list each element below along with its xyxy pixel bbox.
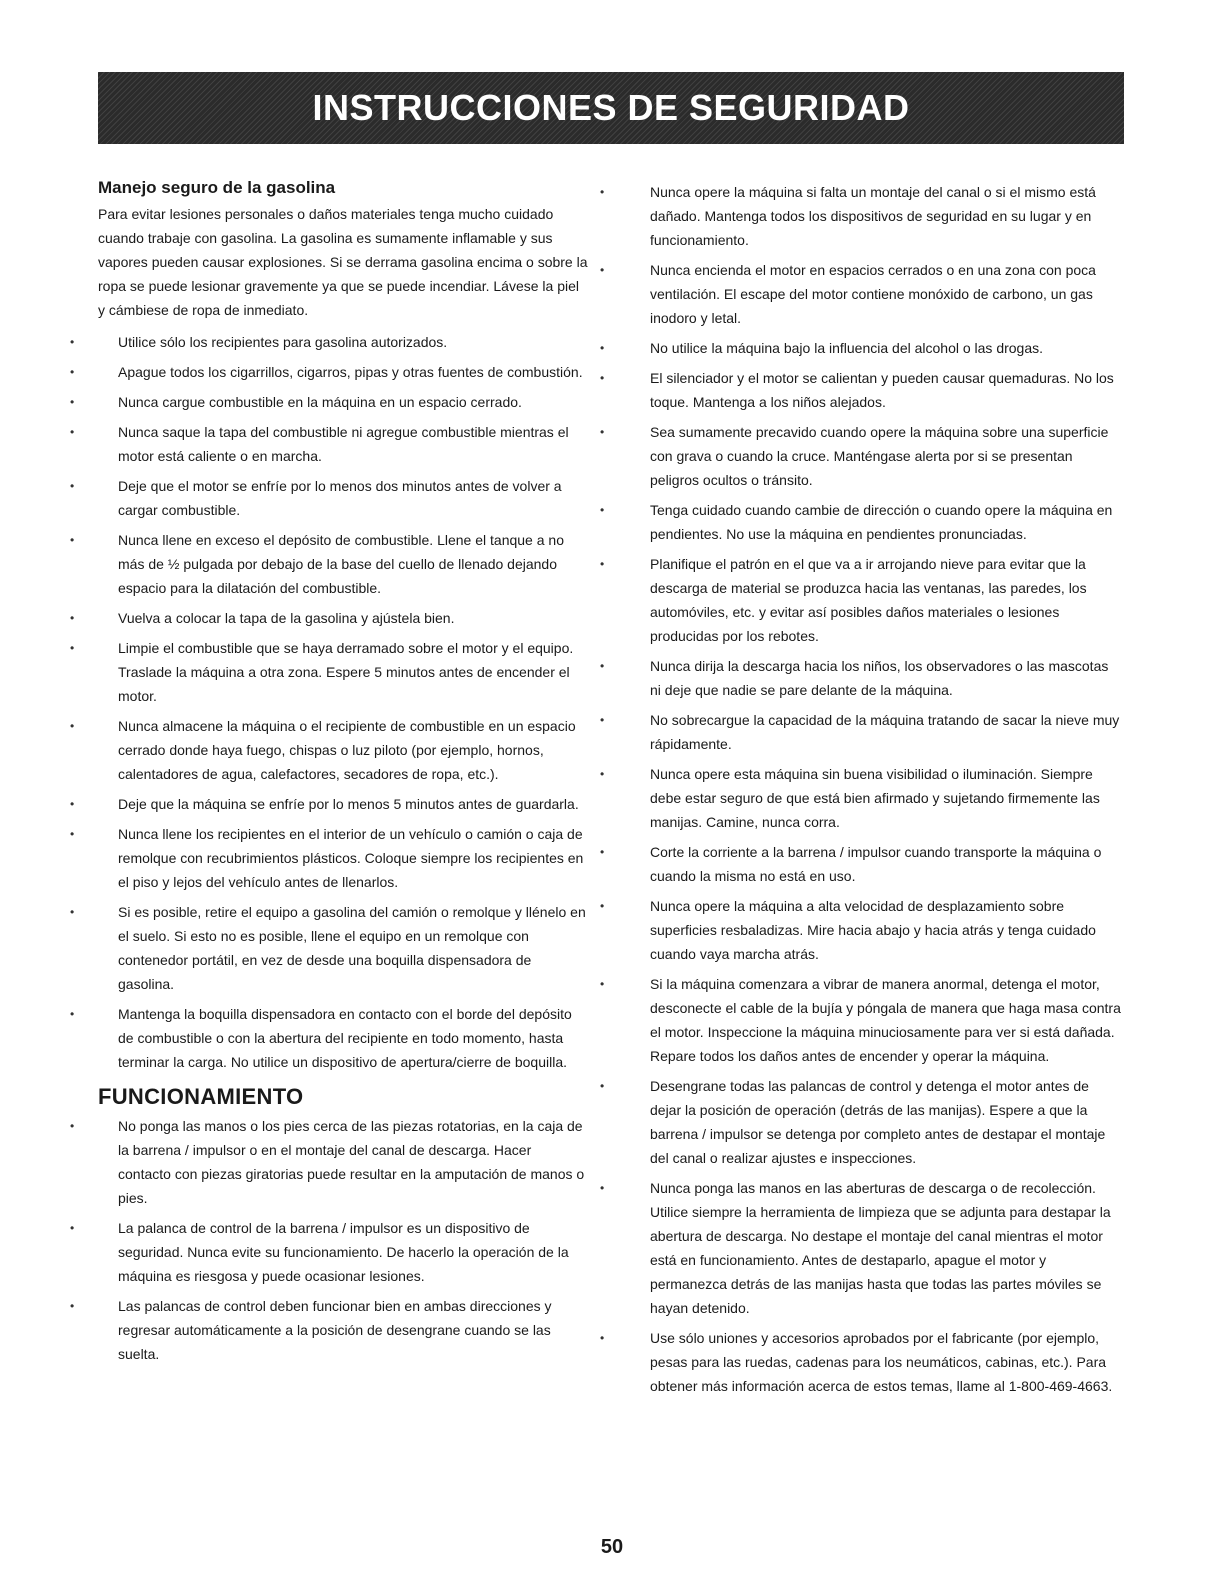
bullet-icon: •: [70, 641, 75, 655]
bullet-icon: •: [70, 719, 75, 733]
list-item: • Nunca ponga las manos en las aberturas de descarga o de recolección. Utilice siempre la herramienta de limpieza que se adjunta para destapar la abertura de descarga. No destape el montaje del canal mientras el motor está en funcionamiento. Antes de destaparlo, apague el motor y permanezca detrás de las manijas hasta que todas las partes móviles se hayan detenido.: [608, 1176, 1122, 1320]
bullet-icon: •: [70, 905, 75, 919]
bullet-icon: •: [70, 365, 75, 379]
operation-list: [70, 1114, 588, 1366]
list-item: • No ponga las manos o los pies cerca de las piezas rotatorias, en la caja de la barrena / impulsor o en el montaje del canal de descarga. Hacer contacto con piezas giratorias puede resultar en la amputación de manos o pies.: [98, 1114, 588, 1210]
page-title: INSTRUCCIONES DE SEGURIDAD: [312, 87, 910, 128]
bullet-icon: •: [600, 767, 605, 781]
bullet-icon: •: [70, 827, 75, 841]
list-item: • Desengrane todas las palancas de control y detenga el motor antes de dejar la posición de operación (detrás de las manijas). Espere a que la barrena / impulsor se detenga por completo antes de destapar el montaje del canal o realizar ajustes e inspecciones.: [608, 1074, 1122, 1170]
list-item: • Apague todos los cigarrillos, cigarros, pipas y otras fuentes de combustión.: [98, 360, 588, 384]
bullet-icon: •: [600, 659, 605, 673]
bullet-icon: •: [70, 1299, 75, 1313]
bullet-icon: •: [70, 1007, 75, 1021]
list-item: • Deje que la máquina se enfríe por lo menos 5 minutos antes de guardarla.: [98, 792, 588, 816]
bullet-icon: •: [600, 425, 605, 439]
bullet-icon: •: [600, 1331, 605, 1345]
bullet-icon: •: [600, 371, 605, 385]
bullet-icon: •: [600, 899, 605, 913]
list-item: • No sobrecargue la capacidad de la máquina tratando de sacar la nieve muy rápidamente.: [608, 708, 1122, 756]
list-item: • Corte la corriente a la barrena / impulsor cuando transporte la máquina o cuando la misma no está en uso.: [608, 840, 1122, 888]
list-item: • Nunca opere la máquina si falta un montaje del canal o si el mismo está dañado. Mantenga todos los dispositivos de seguridad en su lugar y en funcionamiento.: [608, 180, 1122, 252]
bullet-icon: •: [600, 503, 605, 517]
list-item: • Si la máquina comenzara a vibrar de manera anormal, detenga el motor, desconecte el cable de la bujía y póngala de manera que haga masa contra el motor. Inspeccione la máquina minuciosamente para ver si está dañada. Repare todos los daños antes de encender y operar la máquina.: [608, 972, 1122, 1068]
list-item: • La palanca de control de la barrena / impulsor es un dispositivo de seguridad. Nunca evite su funcionamiento. De hacerlo la operación de la máquina es riesgosa y puede ocasionar lesiones.: [98, 1216, 588, 1288]
bullet-icon: •: [70, 1221, 75, 1235]
list-item: • Nunca llene los recipientes en el interior de un vehículo o camión o caja de remolque con recubrimientos plásticos. Coloque siempre los recipientes en el piso y lejos del vehículo antes de llenarlos.: [98, 822, 588, 894]
list-item: • Nunca llene en exceso el depósito de combustible. Llene el tanque a no más de ½ pulgada por debajo de la base del cuello de llenado dejando espacio para la dilatación del combustible.: [98, 528, 588, 600]
list-item: • Nunca saque la tapa del combustible ni agregue combustible mientras el motor está caliente o en marcha.: [98, 420, 588, 468]
list-item: • Nunca opere esta máquina sin buena visibilidad o iluminación. Siempre debe estar seguro de que está bien afirmado y sujetando firmemente las manijas. Camine, nunca corra.: [608, 762, 1122, 834]
bullet-icon: •: [600, 557, 605, 571]
bullet-icon: •: [600, 341, 605, 355]
gas-safety-intro: Para evitar lesiones personales o daños materiales tenga mucho cuidado cuando trabaje con gasolina. La gasolina es sumamente inflamable y sus vapores pueden causar explosiones. Si se derrama gasolina encima o sobre la ropa se puede lesionar gravemente ya que se puede incendiar. Lávese la piel y cámbiese de ropa de inmediato.: [98, 206, 588, 318]
section-banner: [98, 72, 1124, 144]
list-item: • Sea sumamente precavido cuando opere la máquina sobre una superficie con grava o cuando la cruce. Manténgase alerta por si se presentan peligros ocultos o tránsito.: [608, 420, 1122, 492]
bullet-icon: •: [70, 425, 75, 439]
operation-list-continued: [600, 180, 1122, 1398]
list-item: • No utilice la máquina bajo la influencia del alcohol o las drogas.: [608, 336, 1122, 360]
operation-heading: FUNCIONAMIENTO: [98, 1084, 304, 1109]
bullet-icon: •: [70, 1119, 75, 1133]
list-item: • Mantenga la boquilla dispensadora en contacto con el borde del depósito de combustible o con la abertura del recipiente en todo momento, hasta terminar la carga. No utilice un dispositivo de apertura/cierre de boquilla.: [98, 1002, 588, 1074]
list-item: • Vuelva a colocar la tapa de la gasolina y ajústela bien.: [98, 606, 588, 630]
list-item: • Si es posible, retire el equipo a gasolina del camión o remolque y llénelo en el suelo. Si esto no es posible, llene el equipo en un remolque con contenedor portátil, en vez de desde una boquilla dispensadora de gasolina.: [98, 900, 588, 996]
list-item: • Tenga cuidado cuando cambie de dirección o cuando opere la máquina en pendientes. No use la máquina en pendientes pronunciadas.: [608, 498, 1122, 546]
left-column: [70, 172, 588, 1372]
gas-safety-list: [70, 330, 588, 1074]
bullet-icon: •: [600, 1181, 605, 1195]
list-item: • Deje que el motor se enfríe por lo menos dos minutos antes de volver a cargar combustible.: [98, 474, 588, 522]
list-item: • Planifique el patrón en el que va a ir arrojando nieve para evitar que la descarga de material se produzca hacia las ventanas, las paredes, los automóviles, etc. y evitar así posibles daños materiales o lesiones producidas por los rebotes.: [608, 552, 1122, 648]
list-item: • Nunca almacene la máquina o el recipiente de combustible en un espacio cerrado donde haya fuego, chispas o luz piloto (por ejemplo, hornos, calentadores de agua, calefactores, secadores de ropa, etc.).: [98, 714, 588, 786]
page-number: 50: [600, 1536, 624, 1558]
right-column: [600, 180, 1122, 1404]
bullet-icon: •: [70, 611, 75, 625]
list-item: • Nunca dirija la descarga hacia los niños, los observadores o las mascotas ni deje que nadie se pare delante de la máquina.: [608, 654, 1122, 702]
list-item: • Use sólo uniones y accesorios aprobados por el fabricante (por ejemplo, pesas para las ruedas, cadenas para los neumáticos, cabinas, etc.). Para obtener más información acerca de estos temas, llame al 1-800-469-4663.: [608, 1326, 1122, 1398]
bullet-icon: •: [600, 263, 605, 277]
bullet-icon: •: [600, 185, 605, 199]
gas-safety-heading: Manejo seguro de la gasolina: [98, 178, 336, 197]
bullet-icon: •: [70, 395, 75, 409]
list-item: • Nunca encienda el motor en espacios cerrados o en una zona con poca ventilación. El escape del motor contiene monóxido de carbono, un gas inodoro y letal.: [608, 258, 1122, 330]
bullet-icon: •: [600, 977, 605, 991]
bullet-icon: •: [70, 797, 75, 811]
bullet-icon: •: [600, 1079, 605, 1093]
list-item: • Limpie el combustible que se haya derramado sobre el motor y el equipo. Traslade la máquina a otra zona. Espere 5 minutos antes de encender el motor.: [98, 636, 588, 708]
list-item: • Nunca cargue combustible en la máquina en un espacio cerrado.: [98, 390, 588, 414]
bullet-icon: •: [600, 845, 605, 859]
bullet-icon: •: [70, 479, 75, 493]
bullet-icon: •: [70, 335, 75, 349]
list-item: • Nunca opere la máquina a alta velocidad de desplazamiento sobre superficies resbaladizas. Mire hacia abajo y hacia atrás y tenga cuidado cuando vaya marcha atrás.: [608, 894, 1122, 966]
list-item: • El silenciador y el motor se calientan y pueden causar quemaduras. No los toque. Mantenga a los niños alejados.: [608, 366, 1122, 414]
list-item: • Las palancas de control deben funcionar bien en ambas direcciones y regresar automáticamente a la posición de desengrane cuando se las suelta.: [98, 1294, 588, 1366]
bullet-icon: •: [70, 533, 75, 547]
bullet-icon: •: [600, 713, 605, 727]
list-item: • Utilice sólo los recipientes para gasolina autorizados.: [98, 330, 588, 354]
